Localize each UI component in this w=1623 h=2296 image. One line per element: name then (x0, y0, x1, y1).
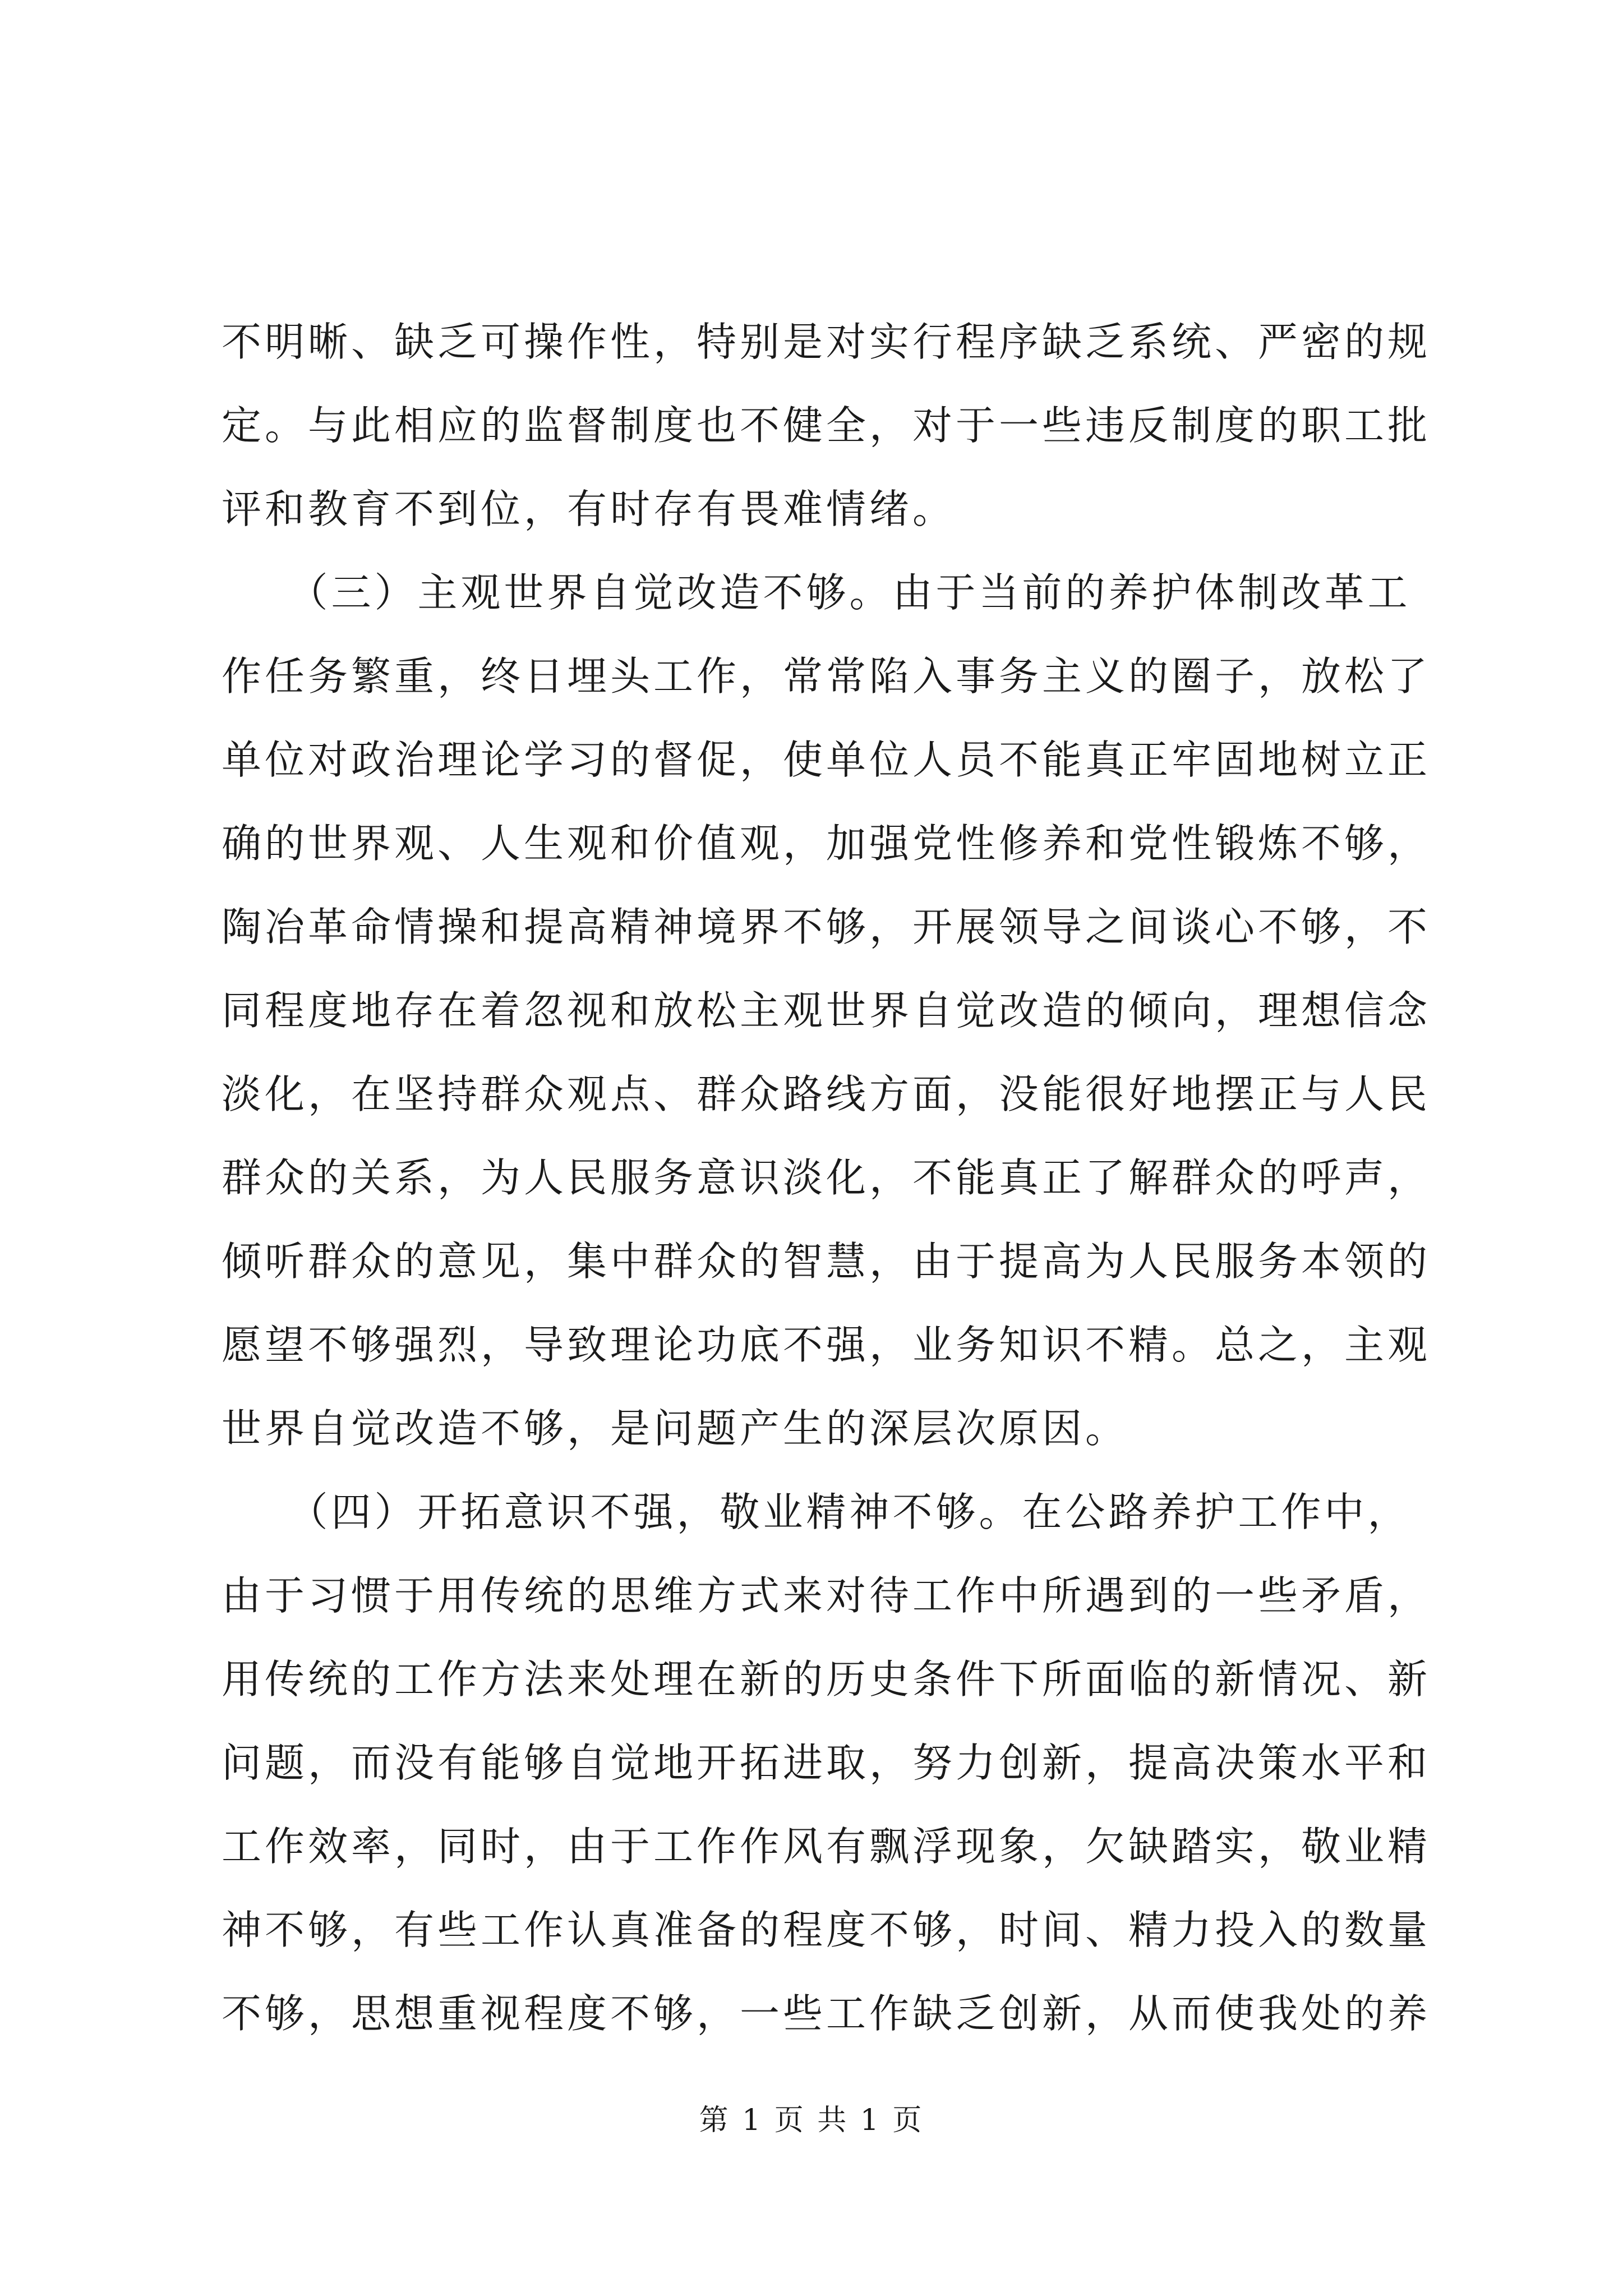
text-line: 作任务繁重，终日埋头工作，常常陷入事务主义的圈子，放松了 (222, 653, 1431, 700)
text-line: 世界自觉改造不够，是问题产生的深层次原因。 (222, 1405, 1129, 1452)
text-line: 问题，而没有能够自觉地开拓进取，努力创新，提高决策水平和 (222, 1740, 1431, 1786)
text-line: （三）主观世界自觉改造不够。由于当前的养护体制改革工 (222, 569, 1411, 616)
text-line: 倾听群众的意见，集中群众的智慧，由于提高为人民服务本领的 (222, 1238, 1431, 1285)
paragraph-section-four (222, 1470, 1431, 2055)
text-line: 同程度地存在着忽视和放松主观世界自觉改造的倾向，理想信念 (222, 987, 1431, 1034)
text-line: 定。与此相应的监督制度也不健全，对于一些违反制度的职工批 (222, 402, 1431, 449)
text-line: 不明晰、缺乏可操作性，特别是对实行程序缺乏系统、严密的规 (222, 319, 1431, 365)
text-line: 愿望不够强烈，导致理论功底不强，业务知识不精。总之，主观 (222, 1322, 1431, 1368)
paragraph-continuation (222, 300, 1431, 551)
text-line: 淡化，在坚持群众观点、群众路线方面，没能很好地摆正与人民 (222, 1071, 1431, 1117)
text-line: 神不够，有些工作认真准备的程度不够，时间、精力投入的数量 (222, 1907, 1431, 1953)
text-line: 由于习惯于用传统的思维方式来对待工作中所遇到的一些矛盾， (222, 1572, 1431, 1619)
text-line: 工作效率，同时，由于工作作风有飘浮现象，欠缺踏实，敬业精 (222, 1823, 1431, 1870)
text-line: 陶冶革命情操和提高精神境界不够，开展领导之间谈心不够，不 (222, 904, 1431, 950)
text-line: 用传统的工作方法来处理在新的历史条件下所面临的新情况、新 (222, 1656, 1431, 1703)
text-line: 评和教育不到位，有时存有畏难情绪。 (222, 486, 956, 532)
text-line: 单位对政治理论学习的督促，使单位人员不能真正牢固地树立正 (222, 737, 1431, 783)
document-body (222, 300, 1431, 2055)
text-line: 群众的关系，为人民服务意识淡化，不能真正了解群众的呼声， (222, 1154, 1431, 1201)
paragraph-section-three (222, 551, 1431, 1470)
text-line: 确的世界观、人生观和价值观，加强党性修养和党性锻炼不够， (222, 820, 1431, 867)
text-line: 不够，思想重视程度不够，一些工作缺乏创新，从而使我处的养 (222, 1990, 1431, 2037)
text-line: （四）开拓意识不强，敬业精神不够。在公路养护工作中， (222, 1489, 1411, 1535)
page-footer: 第 1 页 共 1 页 (699, 2104, 924, 2137)
